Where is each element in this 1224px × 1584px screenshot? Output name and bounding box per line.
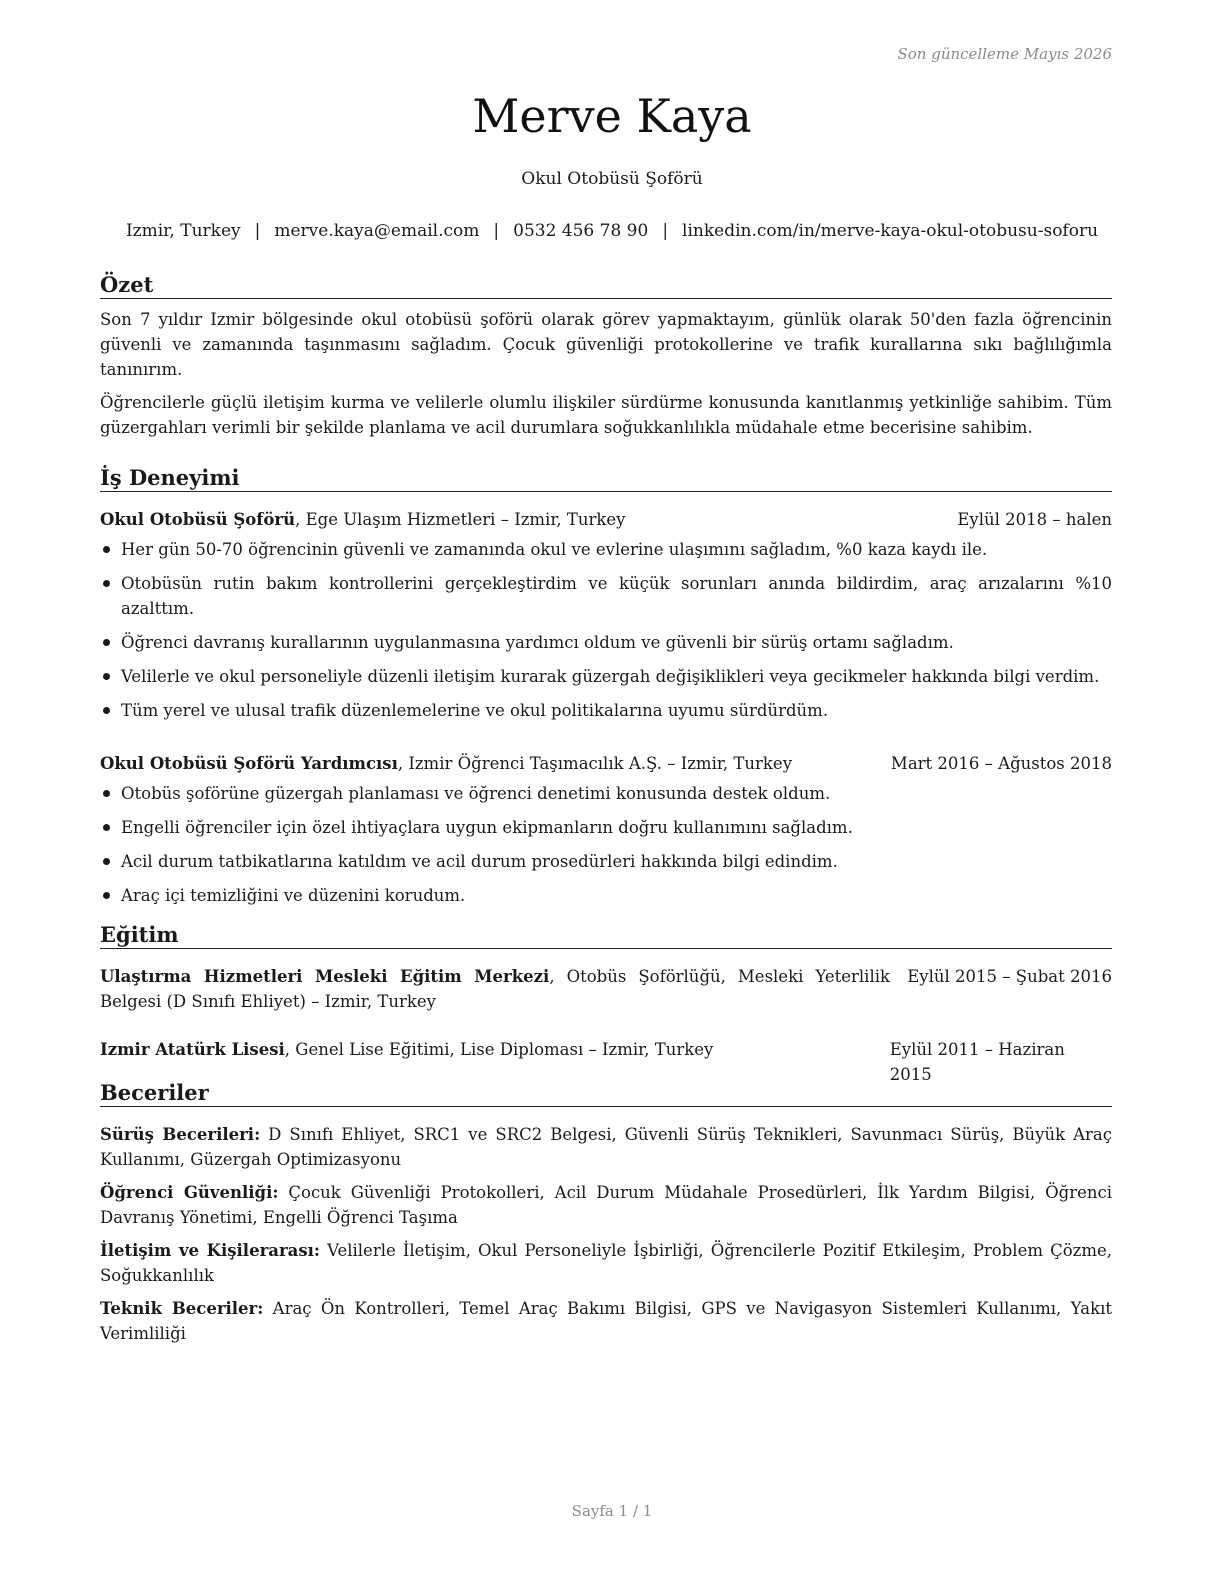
- skill-group: [100, 1296, 1112, 1346]
- education-details: , Otobüs Şoförlüğü, Mesleki Yeterlilik Belgesi (D Sınıfı Ehliyet) – Izmir, Turkey: [100, 967, 890, 1011]
- education-section: [100, 922, 1112, 1087]
- job-entry: [100, 751, 1112, 908]
- bullet-icon: [103, 892, 110, 899]
- contact-email[interactable]: merve.kaya@email.com: [274, 221, 480, 241]
- list-item: Velilerle ve okul personeliyle düzenli iletişim kurarak güzergah değişiklikleri veya gecikmeler hakkında bilgi verdim.: [100, 664, 1112, 689]
- list-item: Tüm yerel ve ulusal trafik düzenlemelerine ve okul politikalarına uyumu sürdürdüm.: [100, 698, 1112, 723]
- job-company: , Ege Ulaşım Hizmetleri – Izmir, Turkey: [295, 510, 626, 529]
- job-bullets: [100, 781, 1112, 908]
- section-title-summary: Özet: [100, 272, 1112, 299]
- candidate-name: Merve Kaya: [472, 89, 752, 143]
- section-title-skills: Beceriler: [100, 1080, 1112, 1107]
- job-dates: Mart 2016 – Ağustos 2018: [890, 754, 1112, 773]
- contact-location: Izmir, Turkey: [125, 221, 241, 241]
- last-updated-note: Son güncelleme Mayıs 2026: [897, 45, 1112, 63]
- education-dates: Eylül 2015 – Şubat 2016: [907, 967, 1112, 986]
- skill-text: Araç Ön Kontrolleri, Temel Araç Bakımı Bilgisi, GPS ve Navigasyon Sistemleri Kullanımı, Yakıt Verimliliği: [100, 1299, 1112, 1343]
- list-item: Engelli öğrenciler için özel ihtiyaçlara uygun ekipmanların doğru kullanımını sağladım.: [100, 815, 1112, 840]
- experience-section: [100, 465, 1112, 908]
- list-item: Her gün 50-70 öğrencinin güvenli ve zamanında okul ve evlerine ulaşımını sağladım, %0 kaza kaydı ile.: [100, 537, 1112, 562]
- job-dates: Eylül 2018 – halen: [957, 510, 1112, 529]
- list-item: Otobüs şoförüne güzergah planlaması ve öğrenci denetimi konusunda destek oldum.: [100, 781, 1112, 806]
- job-company: , Izmir Öğrenci Taşımacılık A.Ş. – Izmir, Turkey: [397, 754, 793, 773]
- education-school: Izmir Atatürk Lisesi: [100, 1040, 285, 1059]
- bullet-icon: [103, 673, 110, 680]
- section-title-experience: İş Deneyimi: [100, 465, 1112, 492]
- skill-group: [100, 1122, 1112, 1172]
- skills-section: [100, 1080, 1112, 1346]
- list-item: Araç içi temizliğini ve düzenini korudum.: [100, 883, 1112, 908]
- bullet-icon: [103, 858, 110, 865]
- candidate-role: Okul Otobüsü Şoförü: [521, 169, 703, 189]
- job-header: [100, 507, 1112, 532]
- skill-group: [100, 1180, 1112, 1230]
- education-school: Ulaştırma Hizmetleri Mesleki Eğitim Merkezi: [100, 967, 550, 986]
- contact-separator: |: [662, 221, 669, 241]
- summary-paragraph: Öğrencilerle güçlü iletişim kurma ve velilerle olumlu ilişkiler sürdürme konusunda kanıtlanmış yetkinliğe sahibim. Tüm güzergahları verimli bir şekilde planlama ve acil durumlara soğukkanlılıkla müdahale etme becerisine sahibim.: [100, 393, 1112, 437]
- skill-label: Sürüş Becerileri:: [100, 1125, 261, 1144]
- job-position: Okul Otobüsü Şoförü Yardımcısı: [100, 754, 398, 773]
- bullet-icon: [103, 546, 110, 553]
- skill-label: Teknik Beceriler:: [100, 1299, 264, 1318]
- skill-text: D Sınıfı Ehliyet, SRC1 ve SRC2 Belgesi, Güvenli Sürüş Teknikleri, Savunmacı Sürüş, Büyük Araç Kullanımı, Güzergah Optimizasyonu: [100, 1125, 1113, 1169]
- summary-section: [100, 272, 1112, 440]
- education-dates: Eylül 2011 – Haziran 2015: [889, 1040, 1065, 1084]
- job-position: Okul Otobüsü Şoförü: [100, 510, 296, 529]
- list-item: Öğrenci davranış kurallarının uygulanmasına yardımcı oldum ve güvenli bir sürüş ortamı sağladım.: [100, 630, 1112, 655]
- summary-paragraph: Son 7 yıldır Izmir bölgesinde okul otobüsü şoförü olarak görev yapmaktayım, günlük olarak 50'den fazla öğrencinin güvenli ve zamanında taşınmasını sağladım. Çocuk güvenliği protokollerine ve trafik kurallarına sıkı bağlılığımla tanınırım.: [100, 310, 1112, 379]
- contact-phone: 0532 456 78 90: [513, 221, 649, 241]
- contact-line: [0, 220, 1224, 242]
- job-header: [100, 751, 1112, 776]
- list-item: Acil durum tatbikatlarına katıldım ve acil durum prosedürleri hakkında bilgi edindim.: [100, 849, 1112, 874]
- skill-text: Çocuk Güvenliği Protokolleri, Acil Durum Müdahale Prosedürleri, İlk Yardım Bilgisi, Öğrenci Davranış Yönetimi, Engelli Öğrenci Taşıma: [100, 1183, 1112, 1227]
- education-entry: [100, 964, 1112, 1014]
- bullet-icon: [103, 790, 110, 797]
- education-details: , Genel Lise Eğitimi, Lise Diploması – Izmir, Turkey: [284, 1040, 714, 1059]
- bullet-icon: [103, 639, 110, 646]
- skill-text: Velilerle İletişim, Okul Personeliyle İşbirliği, Öğrencilerle Pozitif Etkileşim, Problem Çözme, Soğukkanlılık: [100, 1241, 1112, 1285]
- page-number: Sayfa 1 / 1: [571, 1502, 653, 1520]
- bullet-icon: [103, 707, 110, 714]
- skill-group: [100, 1238, 1112, 1288]
- bullet-icon: [103, 824, 110, 831]
- section-title-education: Eğitim: [100, 922, 1112, 949]
- skill-label: İletişim ve Kişilerarası:: [100, 1241, 320, 1260]
- list-item: Otobüsün rutin bakım kontrollerini gerçekleştirdim ve küçük sorunları anında bildirdim, araç arızalarını %10 azalttım.: [100, 571, 1112, 621]
- skill-label: Öğrenci Güvenliği:: [100, 1183, 279, 1202]
- job-bullets: [100, 537, 1112, 723]
- contact-separator: |: [493, 221, 500, 241]
- contact-separator: |: [254, 221, 261, 241]
- bullet-icon: [103, 580, 110, 587]
- contact-linkedin[interactable]: linkedin.com/in/merve-kaya-okul-otobusu-soforu: [682, 221, 1099, 241]
- job-entry: [100, 507, 1112, 723]
